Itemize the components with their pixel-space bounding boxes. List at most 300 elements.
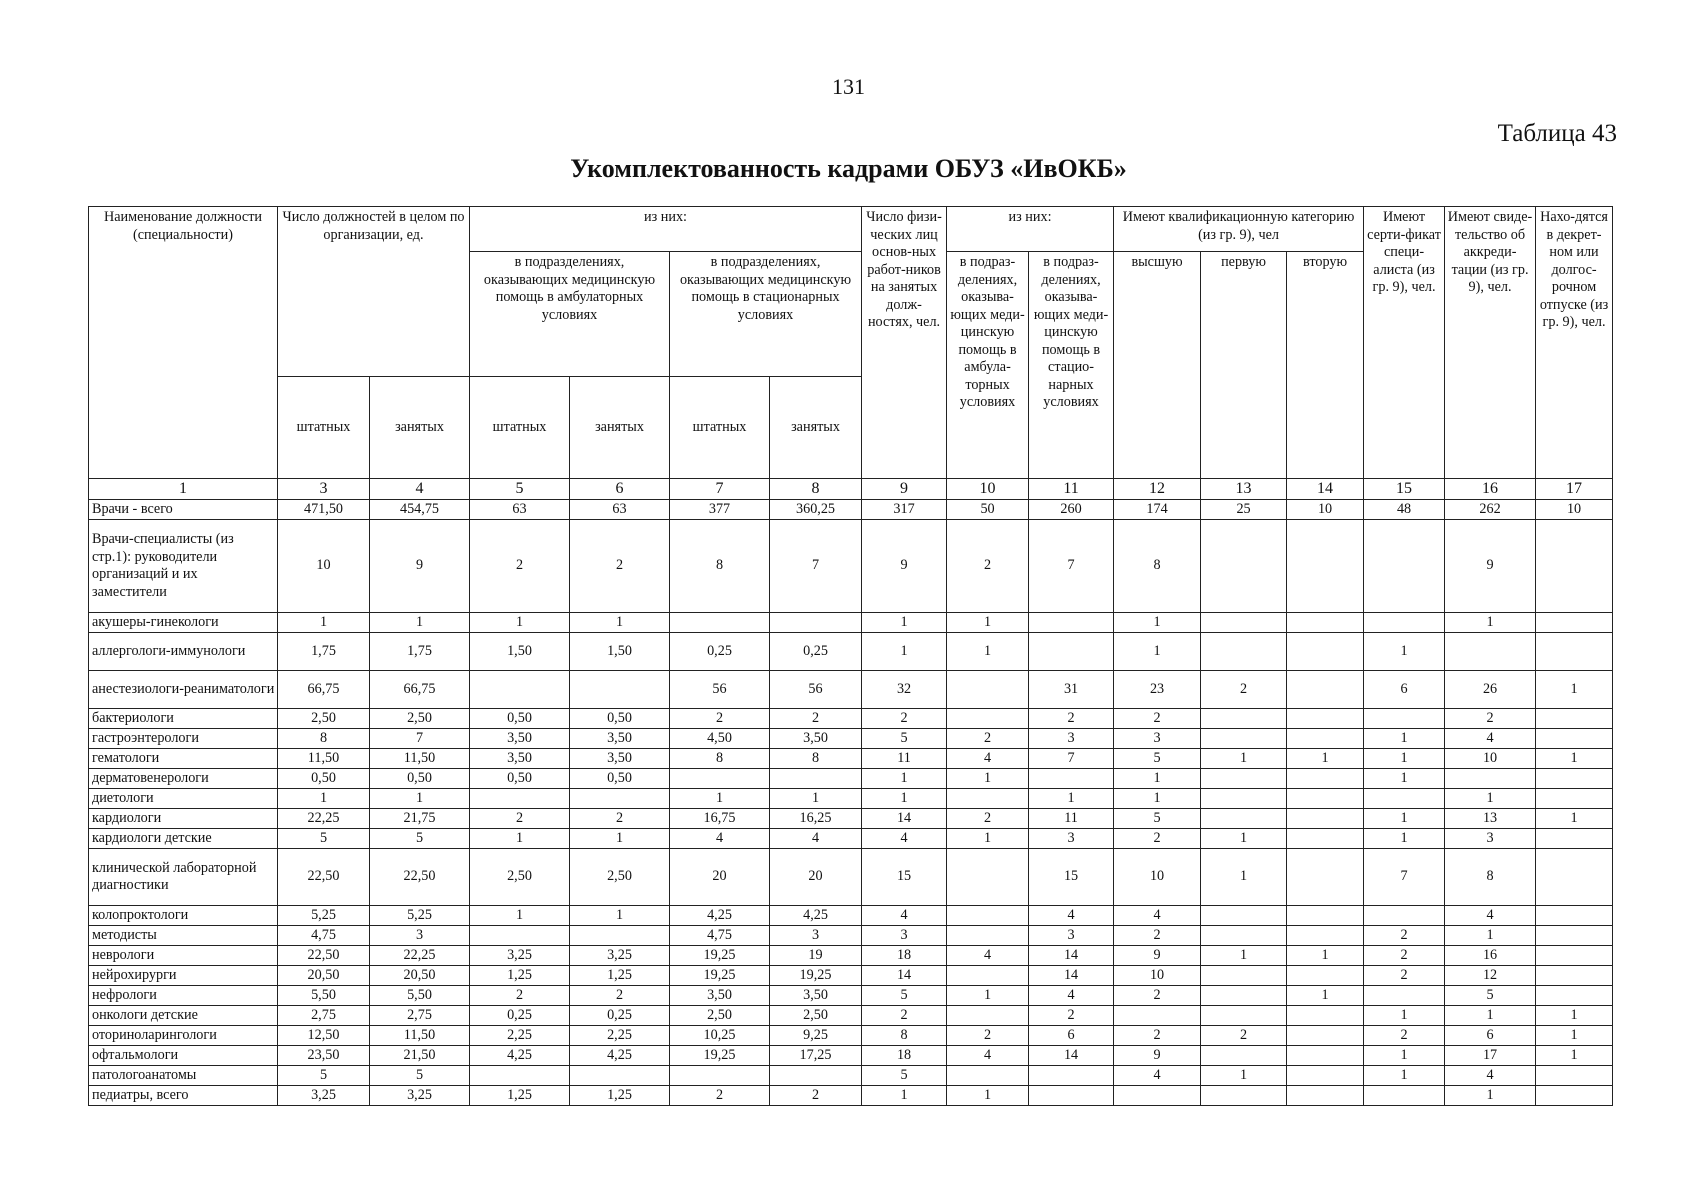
header-total-positions: Число должностей в целом по организации, ед. (278, 207, 470, 377)
table-cell: 3,50 (570, 749, 670, 769)
table-cell: 1 (1364, 1046, 1445, 1066)
header-phys-inpatient: в подраз-делениях, оказыва-ющих меди-цинскую помощь в стацио-нарных условиях (1029, 252, 1114, 479)
table-cell: 1 (1287, 986, 1364, 1006)
table-cell: 1 (1201, 749, 1287, 769)
table-cell: 4,25 (470, 1046, 570, 1066)
table-cell: 2 (947, 809, 1029, 829)
table-cell: 20 (670, 849, 770, 906)
table-cell: 22,50 (278, 849, 370, 906)
row-label: нейрохирурги (89, 966, 278, 986)
table-cell (1364, 709, 1445, 729)
table-cell: 17,25 (770, 1046, 862, 1066)
table-cell: 1 (862, 789, 947, 809)
table-cell: 0,50 (570, 769, 670, 789)
table-cell: 1 (370, 789, 470, 809)
table-cell: 4 (947, 749, 1029, 769)
table-cell: 2 (1029, 1006, 1114, 1026)
table-cell: 0,50 (470, 709, 570, 729)
table-cell (1536, 1066, 1613, 1086)
table-row (89, 500, 1613, 520)
table-cell (1287, 671, 1364, 709)
table-cell: 5,50 (278, 986, 370, 1006)
table-cell: 19,25 (670, 946, 770, 966)
table-cell: 2 (947, 520, 1029, 613)
row-label: бактериологи (89, 709, 278, 729)
table-cell: 2 (1114, 1026, 1201, 1046)
table-cell (670, 613, 770, 633)
table-cell: 16,75 (670, 809, 770, 829)
table-cell (470, 671, 570, 709)
table-cell (1201, 966, 1287, 986)
row-label: неврологи (89, 946, 278, 966)
table-row (89, 1006, 1613, 1026)
table-cell: 2,75 (370, 1006, 470, 1026)
table-cell (1029, 613, 1114, 633)
table-cell: 1 (947, 769, 1029, 789)
row-label: клинической лабораторной диагностики (89, 849, 278, 906)
table-cell (1287, 1006, 1364, 1026)
table-cell: 9 (1445, 520, 1536, 613)
table-cell: 1 (1536, 671, 1613, 709)
table-cell: 25 (1201, 500, 1287, 520)
table-cell: 1 (862, 633, 947, 671)
column-number-cell: 15 (1364, 479, 1445, 500)
table-cell: 7 (1364, 849, 1445, 906)
table-cell: 4,25 (770, 906, 862, 926)
table-cell: 5 (370, 829, 470, 849)
table-cell: 14 (1029, 966, 1114, 986)
table-cell: 3,50 (770, 729, 862, 749)
table-cell: 3,25 (278, 1086, 370, 1106)
table-cell: 4 (1445, 1066, 1536, 1086)
table-cell (670, 1066, 770, 1086)
table-cell: 2 (1029, 709, 1114, 729)
header-highest: высшую (1114, 252, 1201, 479)
table-cell: 2 (570, 520, 670, 613)
header-occupied: занятых (770, 377, 862, 479)
table-cell (1287, 1046, 1364, 1066)
column-number-cell: 16 (1445, 479, 1536, 500)
table-cell (1287, 789, 1364, 809)
table-cell: 471,50 (278, 500, 370, 520)
table-cell: 8 (862, 1026, 947, 1046)
table-cell: 2,50 (670, 1006, 770, 1026)
header-of-them-2: из них: (947, 207, 1114, 252)
table-cell (1201, 613, 1287, 633)
table-cell: 21,50 (370, 1046, 470, 1066)
header-leave: Нахо-дятся в декрет-ном или долгос-рочном отпуске (из гр. 9), чел. (1536, 207, 1613, 479)
table-cell: 0,50 (470, 769, 570, 789)
table-cell: 1 (862, 1086, 947, 1106)
table-cell: 4,75 (278, 926, 370, 946)
table-cell: 9 (370, 520, 470, 613)
table-cell: 1 (947, 829, 1029, 849)
table-row (89, 729, 1613, 749)
table-cell: 5,25 (278, 906, 370, 926)
table-body (89, 207, 1613, 1106)
header-qualification: Имеют квалификационную категорию (из гр. 9), чел (1114, 207, 1364, 252)
table-cell: 1 (278, 789, 370, 809)
table-cell: 1 (1364, 809, 1445, 829)
page-number: 131 (832, 74, 865, 99)
row-label: патологоанатомы (89, 1066, 278, 1086)
table-cell (1536, 986, 1613, 1006)
table-cell: 2 (862, 1006, 947, 1026)
table-cell: 1 (770, 789, 862, 809)
table-cell: 1 (947, 1086, 1029, 1106)
table-cell: 19,25 (770, 966, 862, 986)
table-cell (1287, 729, 1364, 749)
table-cell: 3,50 (670, 986, 770, 1006)
header-accreditation: Имеют свиде-тельство об аккреди-тации (из гр. 9), чел. (1445, 207, 1536, 479)
row-label: офтальмологи (89, 1046, 278, 1066)
table-cell: 2 (570, 986, 670, 1006)
table-cell: 174 (1114, 500, 1201, 520)
table-row (89, 671, 1613, 709)
table-cell: 6 (1445, 1026, 1536, 1046)
table-cell (770, 613, 862, 633)
row-label: педиатры, всего (89, 1086, 278, 1106)
table-cell: 10 (278, 520, 370, 613)
table-cell: 1 (947, 613, 1029, 633)
table-cell (470, 926, 570, 946)
table-cell: 9,25 (770, 1026, 862, 1046)
header-of-them: из них: (470, 207, 862, 252)
table-cell (470, 1066, 570, 1086)
table-row (89, 809, 1613, 829)
table-cell: 1 (1287, 946, 1364, 966)
table-cell (1287, 966, 1364, 986)
table-cell: 2 (470, 520, 570, 613)
table-cell: 1 (1364, 1066, 1445, 1086)
table-cell: 5,25 (370, 906, 470, 926)
table-cell: 5 (1114, 809, 1201, 829)
table-cell: 18 (862, 1046, 947, 1066)
row-label: гематологи (89, 749, 278, 769)
header-ambulatory: в подразделениях, оказывающих медицинскую помощь в амбулаторных условиях (470, 252, 670, 377)
table-cell: 1 (1029, 789, 1114, 809)
table-cell (1287, 849, 1364, 906)
table-cell: 2 (1445, 709, 1536, 729)
table-cell (1029, 1066, 1114, 1086)
table-cell: 1 (1287, 749, 1364, 769)
table-cell: 260 (1029, 500, 1114, 520)
header-certificate: Имеют серти-фикат специ-алиста (из гр. 9), чел. (1364, 207, 1445, 479)
table-cell: 7 (770, 520, 862, 613)
table-cell (1114, 1006, 1201, 1026)
table-cell (1536, 769, 1613, 789)
table-cell: 1 (470, 906, 570, 926)
table-cell: 1 (370, 613, 470, 633)
table-cell (1287, 1086, 1364, 1106)
column-number-cell: 13 (1201, 479, 1287, 500)
table-cell (1445, 633, 1536, 671)
table-cell: 360,25 (770, 500, 862, 520)
table-cell: 2,50 (770, 1006, 862, 1026)
table-cell (1536, 906, 1613, 926)
table-cell: 10 (1287, 500, 1364, 520)
row-label: нефрологи (89, 986, 278, 1006)
table-cell (1536, 926, 1613, 946)
table-cell: 14 (862, 966, 947, 986)
table-cell: 7 (370, 729, 470, 749)
table-cell: 23,50 (278, 1046, 370, 1066)
row-label: Врачи-специалисты (из стр.1): руководители организаций и их заместители (89, 520, 278, 613)
table-cell: 0,25 (570, 1006, 670, 1026)
table-cell (1364, 906, 1445, 926)
table-cell: 2 (770, 709, 862, 729)
table-cell: 4,75 (670, 926, 770, 946)
table-cell (570, 789, 670, 809)
table-cell: 8 (770, 749, 862, 769)
table-cell: 2,75 (278, 1006, 370, 1026)
row-label: анестезиологи-реаниматологи (89, 671, 278, 709)
table-cell (1536, 966, 1613, 986)
table-cell: 0,25 (670, 633, 770, 671)
table-cell: 4,25 (570, 1046, 670, 1066)
table-row (89, 520, 1613, 613)
table-cell (1201, 986, 1287, 1006)
table-cell: 8 (1114, 520, 1201, 613)
table-cell (1445, 769, 1536, 789)
table-cell: 5 (862, 729, 947, 749)
table-cell: 2 (1201, 671, 1287, 709)
table-cell: 1,75 (370, 633, 470, 671)
table-cell: 3,50 (770, 986, 862, 1006)
row-label: колопроктологи (89, 906, 278, 926)
table-cell: 2 (770, 1086, 862, 1106)
table-cell (1201, 769, 1287, 789)
table-cell: 10 (1114, 849, 1201, 906)
column-number-cell: 5 (470, 479, 570, 500)
table-cell (1201, 809, 1287, 829)
table-cell (1029, 1086, 1114, 1106)
table-cell: 2 (947, 1026, 1029, 1046)
table-cell: 10 (1445, 749, 1536, 769)
table-cell: 14 (862, 809, 947, 829)
table-cell: 10,25 (670, 1026, 770, 1046)
table-row (89, 789, 1613, 809)
table-cell: 1 (1445, 1086, 1536, 1106)
table-cell (1364, 520, 1445, 613)
table-cell: 2 (1201, 1026, 1287, 1046)
table-cell: 17 (1445, 1046, 1536, 1066)
table-row (89, 849, 1613, 906)
table-cell: 16,25 (770, 809, 862, 829)
table-cell (1029, 769, 1114, 789)
table-cell (770, 1066, 862, 1086)
table-cell: 50 (947, 500, 1029, 520)
table-cell: 1 (1114, 633, 1201, 671)
table-cell: 10 (1536, 500, 1613, 520)
table-cell: 1,25 (570, 966, 670, 986)
table-cell: 3,50 (570, 729, 670, 749)
table-cell: 20,50 (278, 966, 370, 986)
table-cell: 4 (947, 946, 1029, 966)
table-cell: 4 (1114, 1066, 1201, 1086)
table-cell: 14 (1029, 1046, 1114, 1066)
table-cell: 2,50 (278, 709, 370, 729)
table-cell: 12 (1445, 966, 1536, 986)
table-cell (1287, 1066, 1364, 1086)
table-row (89, 1066, 1613, 1086)
table-cell: 0,50 (370, 769, 470, 789)
table-cell: 66,75 (278, 671, 370, 709)
table-cell: 11 (1029, 809, 1114, 829)
table-cell: 4,50 (670, 729, 770, 749)
table-cell (570, 1066, 670, 1086)
table-cell: 2 (570, 809, 670, 829)
header-staff: штатных (470, 377, 570, 479)
column-number-cell: 8 (770, 479, 862, 500)
table-cell: 1 (570, 829, 670, 849)
table-cell: 1 (1536, 1026, 1613, 1046)
column-number-cell: 12 (1114, 479, 1201, 500)
table-cell (1364, 613, 1445, 633)
table-cell (1536, 633, 1613, 671)
table-cell: 2,50 (570, 849, 670, 906)
table-cell: 3 (862, 926, 947, 946)
table-cell: 4 (1029, 906, 1114, 926)
table-cell: 22,50 (278, 946, 370, 966)
table-cell: 1 (1114, 613, 1201, 633)
table-cell: 1,25 (470, 966, 570, 986)
table-cell (1536, 729, 1613, 749)
table-cell: 4 (670, 829, 770, 849)
table-row (89, 926, 1613, 946)
table-cell (947, 966, 1029, 986)
table-cell: 2 (470, 986, 570, 1006)
table-row (89, 633, 1613, 671)
table-cell: 10 (1114, 966, 1201, 986)
row-label: кардиологи (89, 809, 278, 829)
table-cell: 5 (862, 986, 947, 1006)
table-cell (1287, 769, 1364, 789)
table-cell: 2 (670, 1086, 770, 1106)
table-cell: 317 (862, 500, 947, 520)
table-cell: 7 (1029, 520, 1114, 613)
row-label: онкологи детские (89, 1006, 278, 1026)
table-cell: 5 (1445, 986, 1536, 1006)
table-cell: 0,50 (570, 709, 670, 729)
table-cell: 19,25 (670, 1046, 770, 1066)
table-cell (1201, 520, 1287, 613)
table-cell: 1 (862, 769, 947, 789)
header-occupied: занятых (570, 377, 670, 479)
table-cell: 5 (278, 829, 370, 849)
table-cell (947, 1006, 1029, 1026)
table-cell: 19 (770, 946, 862, 966)
header-name: Наименование должности (специальности) (89, 207, 278, 479)
column-number-row (89, 479, 1613, 500)
table-cell: 1 (1114, 789, 1201, 809)
table-cell: 63 (570, 500, 670, 520)
column-number-cell: 4 (370, 479, 470, 500)
table-cell (1536, 946, 1613, 966)
table-cell: 5,50 (370, 986, 470, 1006)
table-cell: 1,25 (570, 1086, 670, 1106)
column-number-cell: 1 (89, 479, 278, 500)
table-cell: 1 (947, 633, 1029, 671)
table-cell: 4 (1114, 906, 1201, 926)
table-cell (1201, 633, 1287, 671)
row-label: методисты (89, 926, 278, 946)
table-cell: 3,25 (570, 946, 670, 966)
row-label: диетологи (89, 789, 278, 809)
table-cell: 5 (1114, 749, 1201, 769)
table-row (89, 906, 1613, 926)
table-cell: 4 (1445, 729, 1536, 749)
table-cell (1364, 986, 1445, 1006)
table-cell: 22,25 (370, 946, 470, 966)
table-cell: 2,50 (370, 709, 470, 729)
table-cell: 2 (1114, 709, 1201, 729)
table-cell: 1 (1364, 729, 1445, 749)
table-cell: 4 (1445, 906, 1536, 926)
table-cell: 3,25 (370, 1086, 470, 1106)
table-cell: 377 (670, 500, 770, 520)
table-cell: 1 (1364, 769, 1445, 789)
table-cell: 11,50 (370, 749, 470, 769)
table-cell: 2 (1364, 1026, 1445, 1046)
table-row (89, 1026, 1613, 1046)
table-cell: 19,25 (670, 966, 770, 986)
table-cell: 66,75 (370, 671, 470, 709)
header-first: первую (1201, 252, 1287, 479)
table-cell: 6 (1029, 1026, 1114, 1046)
table-row (89, 1046, 1613, 1066)
table-cell (947, 1066, 1029, 1086)
table-cell (1287, 926, 1364, 946)
table-cell (570, 926, 670, 946)
table-cell (1536, 709, 1613, 729)
header-inpatient: в подразделениях, оказывающих медицинскую помощь в стационарных условиях (670, 252, 862, 377)
table-cell: 1 (1445, 926, 1536, 946)
table-cell: 1 (470, 613, 570, 633)
table-cell: 3,50 (470, 749, 570, 769)
table-cell: 4,25 (670, 906, 770, 926)
table-cell (1201, 926, 1287, 946)
table-label: Таблица 43 (1497, 120, 1617, 147)
table-cell: 3,25 (470, 946, 570, 966)
table-row (89, 613, 1613, 633)
table-cell: 2 (1364, 946, 1445, 966)
table-cell (1114, 1086, 1201, 1106)
table-cell (947, 789, 1029, 809)
table-cell: 2 (1364, 926, 1445, 946)
header-physical-persons: Число физи-ческих лиц основ-ных работ-ников на занятых долж-ностях, чел. (862, 207, 947, 479)
column-number-cell: 11 (1029, 479, 1114, 500)
table-cell: 2 (1114, 926, 1201, 946)
row-label: кардиологи детские (89, 829, 278, 849)
table-cell: 1 (570, 906, 670, 926)
row-label: дерматовенерологи (89, 769, 278, 789)
table-cell: 2 (1114, 986, 1201, 1006)
table-cell: 2 (1114, 829, 1201, 849)
table-cell: 9 (1114, 1046, 1201, 1066)
table-cell (1201, 789, 1287, 809)
table-cell: 9 (862, 520, 947, 613)
table-cell: 56 (770, 671, 862, 709)
table-cell (1536, 520, 1613, 613)
table-cell: 1 (1114, 769, 1201, 789)
table-cell (670, 769, 770, 789)
table-cell: 1 (570, 613, 670, 633)
table-cell (1287, 1026, 1364, 1046)
table-row (89, 709, 1613, 729)
table-cell: 32 (862, 671, 947, 709)
table-cell: 1 (1536, 749, 1613, 769)
